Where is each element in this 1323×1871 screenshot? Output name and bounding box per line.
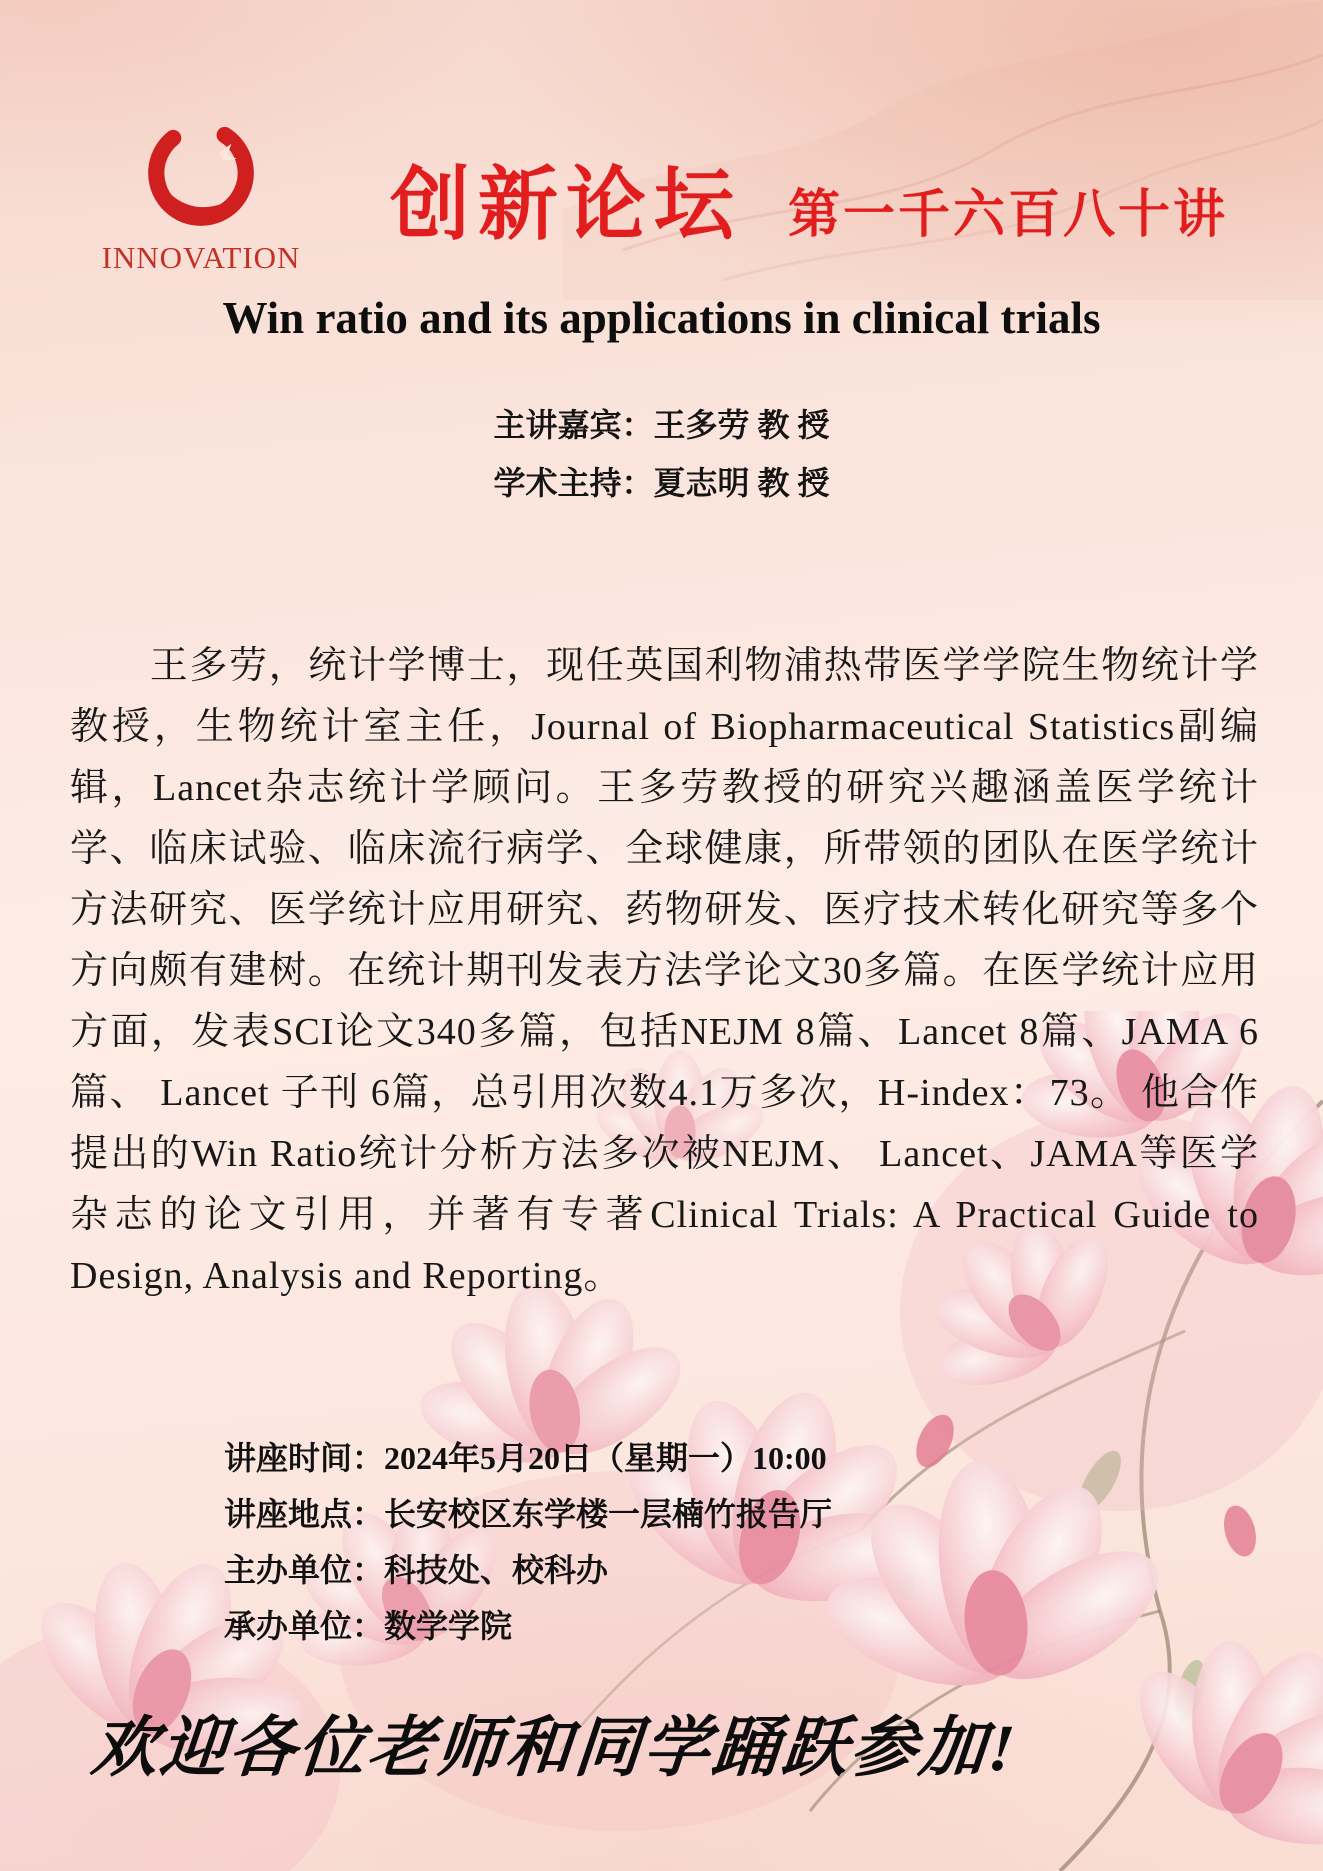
lecture-number: 第一千六百八十讲	[788, 186, 1229, 244]
detail-row-time	[224, 1430, 832, 1486]
detail-value: 长安校区东学楼一层楠竹报告厅	[384, 1496, 833, 1532]
logo-block	[92, 112, 310, 276]
detail-value: 2024年5月20日（星期一）10:00	[384, 1440, 827, 1476]
speaker-label: 主讲嘉宾：	[493, 407, 654, 443]
logo-caption: INNOVATION	[101, 240, 301, 275]
welcome-message: 欢迎各位老师和同学踊跃参加!	[88, 1712, 1021, 1785]
lecture-title: Win ratio and its applications in clinical trials	[222, 293, 1101, 343]
detail-value: 数学学院	[384, 1608, 513, 1644]
detail-label: 主办单位：	[224, 1552, 385, 1588]
detail-row-location	[224, 1486, 832, 1542]
detail-label: 讲座时间：	[224, 1440, 385, 1476]
detail-label: 讲座地点：	[224, 1496, 385, 1532]
forum-title-group	[390, 112, 1228, 255]
speaker-name: 夏志明 教 授	[653, 465, 830, 501]
detail-row-organizer	[224, 1542, 832, 1598]
forum-title: 创新论坛	[390, 160, 742, 249]
speaker-name: 王多劳 教 授	[653, 407, 830, 443]
speakers-block	[0, 396, 1323, 512]
detail-label: 承办单位：	[224, 1608, 385, 1644]
innovation-logo-icon	[140, 112, 262, 234]
speaker-label: 学术主持：	[493, 465, 654, 501]
lecture-details-block	[224, 1430, 832, 1654]
detail-row-undertaker	[224, 1598, 832, 1654]
speaker-bio-paragraph: 王多劳，统计学博士，现任英国利物浦热带医学学院生物统计学教授，生物统计室主任，Journal of Biopharmaceutical Statistics副编辑，Lancet杂志统计学顾问。王多劳教授的研究兴趣涵盖医学统计学、临床试验、临床流行病学、全球健康，所带领的团队在医学统计方法研究、医学统计应用研究、药物研发、医疗技术转化研究等多个方向颇有建树。在统计期刊发表方法学论文30多篇。在医学统计应用方面，发表SCI论文340多篇，包括NEJM 8篇、Lancet 8篇、JAMA 6篇、 Lancet 子刊 6篇，总引用次数4.1万多次，H-index：73。 他合作提出的Win Ratio统计分析方法多次被NEJM、 Lancet、JAMA等医学杂志的论文引用，并著有专著Clinical Trials: A Practical Guide to Design, Analysis and Reporting。	[70, 645, 1259, 1297]
detail-value: 科技处、校科办	[384, 1552, 609, 1588]
speaker-row-guest	[0, 396, 1323, 454]
poster-header	[92, 112, 1283, 276]
speaker-row-host	[0, 454, 1323, 512]
